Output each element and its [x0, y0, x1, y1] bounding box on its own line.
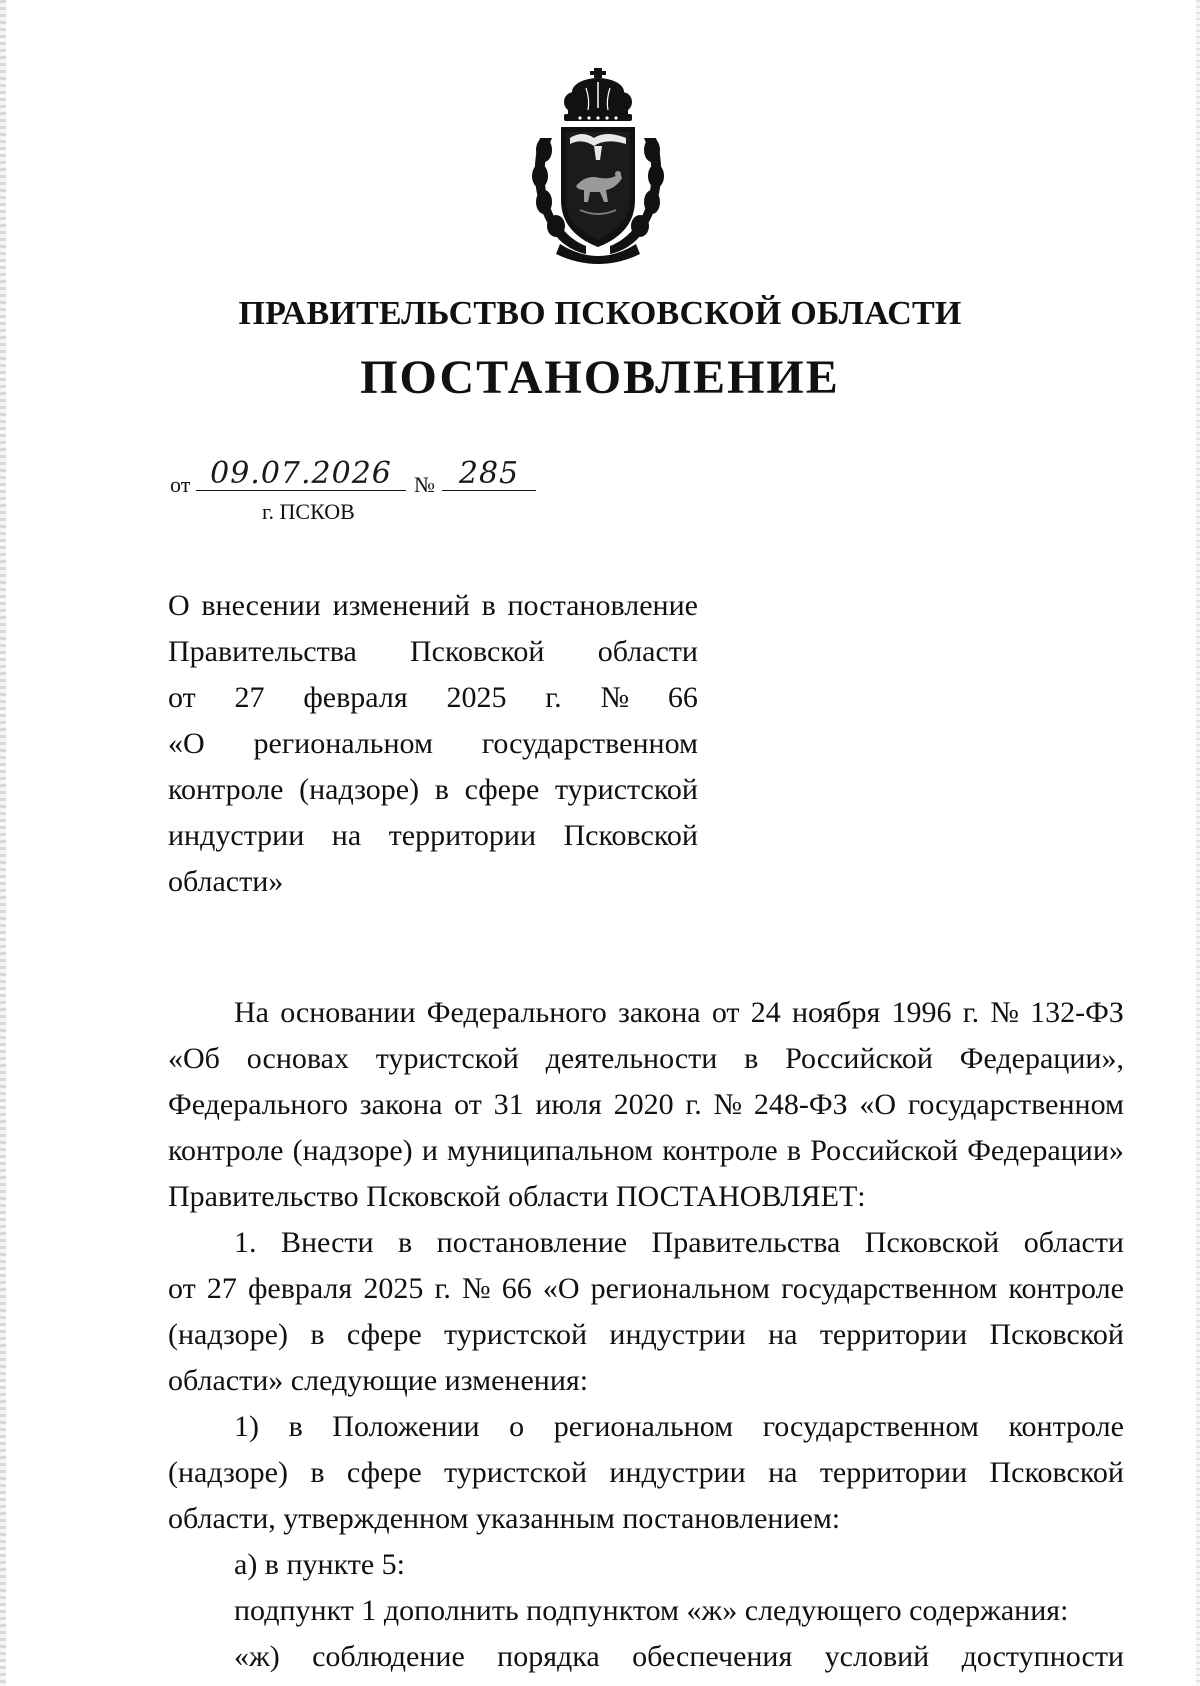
date-value-handwritten: 09.07.2026: [196, 456, 406, 491]
document-subject: [168, 583, 698, 905]
body-line: 1. Внести в постановление Правительства Псковской области: [234, 1226, 1124, 1259]
number-label: №: [414, 472, 435, 497]
scan-edge-right: [1196, 0, 1200, 1686]
subject-line: «О региональном государственном: [168, 727, 698, 760]
body-line: подпункт 1 дополнить подпунктом «ж» следующего содержания:: [234, 1594, 1069, 1627]
body-line: «Об основах туристской деятельности в Российской Федерации»,: [168, 1042, 1124, 1075]
scan-edge-left: [0, 0, 6, 1686]
subject-line: Правительства Псковской области: [168, 635, 698, 668]
body-line: области, утвержденном указанным постановлением:: [168, 1502, 841, 1535]
subject-line: индустрии на территории Псковской: [168, 819, 698, 852]
city-label: г. ПСКОВ: [262, 499, 355, 524]
body-line: (надзоре) в сфере туристской индустрии на территории Псковской: [168, 1456, 1124, 1489]
body-line: (надзоре) в сфере туристской индустрии на территории Псковской: [168, 1318, 1124, 1351]
body-line: 1) в Положении о региональном государственном контроле: [234, 1410, 1124, 1443]
organization-title: ПРАВИТЕЛЬСТВО ПСКОВСКОЙ ОБЛАСТИ: [238, 295, 962, 332]
body-line: контроле (надзоре) и муниципальном контроле в Российской Федерации»: [168, 1134, 1124, 1167]
body-line: Правительство Псковской области ПОСТАНОВЛЯЕТ:: [168, 1180, 866, 1213]
document-type-title: ПОСТАНОВЛЕНИЕ: [360, 351, 840, 404]
body-line: а) в пункте 5:: [234, 1548, 406, 1581]
subject-line: от 27 февраля 2025 г. № 66: [168, 681, 698, 714]
body-line: от 27 февраля 2025 г. № 66 «О региональном государственном контроле: [168, 1272, 1124, 1305]
coat-of-arms-emblem: [530, 68, 666, 264]
subject-line: О внесении изменений в постановление: [168, 589, 698, 622]
body-line: «ж) соблюдение порядка обеспечения условий доступности: [234, 1640, 1124, 1673]
subject-line: области»: [168, 865, 284, 898]
body-line: На основании Федерального закона от 24 ноября 1996 г. № 132-ФЗ: [234, 996, 1124, 1029]
body-line: области» следующие изменения:: [168, 1364, 589, 1397]
number-value-handwritten: 285: [442, 456, 536, 491]
document-body: [168, 990, 1124, 1680]
date-label: от: [170, 472, 191, 497]
body-line: Федерального закона от 31 июля 2020 г. № 248-ФЗ «О государственном: [168, 1088, 1124, 1121]
subject-line: контроле (надзоре) в сфере туристской: [168, 773, 698, 806]
